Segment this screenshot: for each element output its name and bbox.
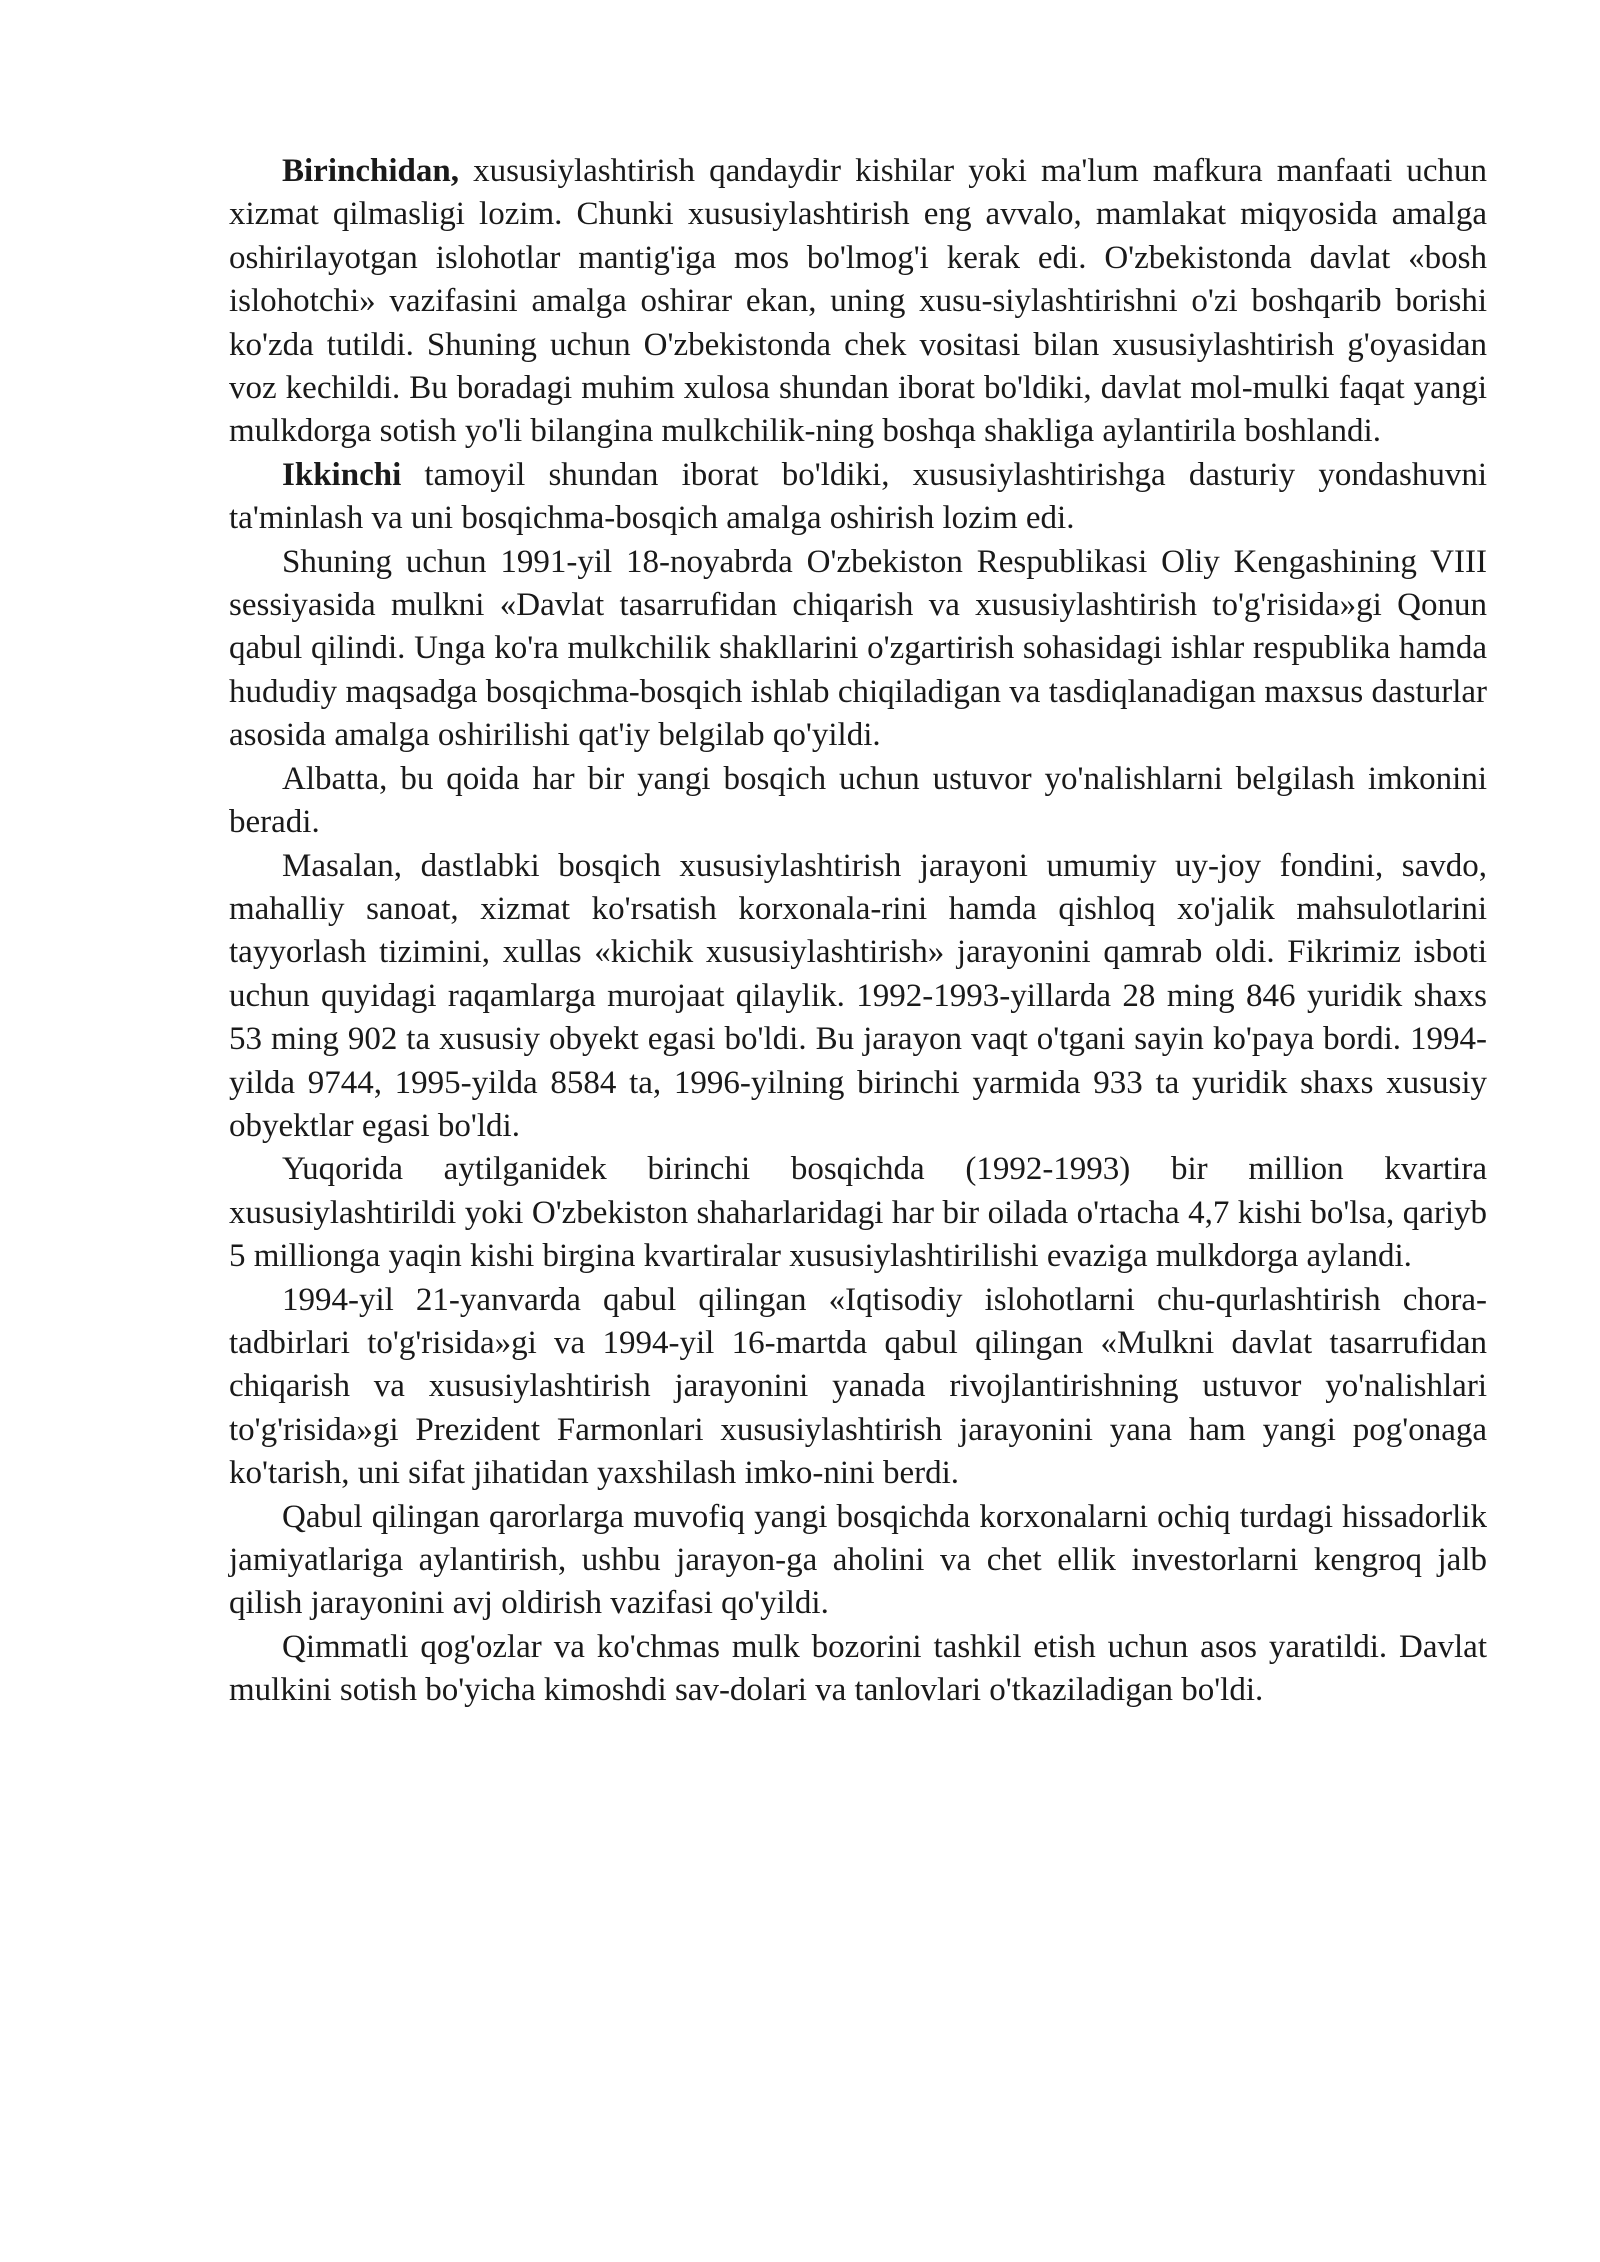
paragraph-principle-two bbox=[229, 454, 1487, 541]
paragraph-priority-directions: Albatta, bu qoida har bir yangi bosqich uchun ustuvor yo'nalishlarni belgilash imkonini beradi. bbox=[229, 760, 1487, 841]
paragraph-securities-market: Qimmatli qog'ozlar va ko'chmas mulk bozorini tashkil etish uchun asos yaratildi. Davlat mulkini sotish bo'yicha kimoshdi sav-dolari va tanlovlari o'tkaziladigan bo'ldi. bbox=[229, 1628, 1487, 1709]
paragraph-text: xususiylashtirish qandaydir kishilar yoki ma'lum mafkura manfaati uchun xizmat qilmasligi lozim. Chunki xususiylashtirish eng avvalo, mamlakat miqyosida amalga oshirilayotgan islohotlar mantig'iga mos bo'lmog'i kerak edi. O'zbekistonda davlat «bosh islohotchi» vazifasini amalga oshirar ekan, uning xusu-siylashtirishni o'zi boshqarib borishi ko'zda tutildi. Shuning uchun O'zbekistonda chek vositasi bilan xususiylashtirish g'oyasidan voz kechildi. Bu boradagi muhim xulosa shundan iborat bo'ldiki, davlat mol-mulki faqat yangi mulkdorga sotish yo'li bilangina mulkchilik-ning boshqa shakliga aylantirila boshlandi. bbox=[229, 153, 1487, 450]
paragraph-decrees-1994: 1994-yil 21-yanvarda qabul qilingan «Iqtisodiy islohotlarni chu-qurlashtirish chora-tadbirlari to'g'risida»gi va 1994-yil 16-martda qabul qilingan «Mulkni davlat tasarrufidan chiqarish va xususiylashtirish jarayonini yanada rivojlantirishning ustuvor yo'nalishlari to'g'risida»gi Prezident Farmonlari xususiylashtirish jarayonini yana ham yangi pog'onaga ko'tarish, uni sifat jihatidan yaxshilash imko-nini berdi. bbox=[229, 1281, 1487, 1492]
paragraph-lead-ikkinchi: Ikkinchi bbox=[282, 456, 402, 493]
paragraph-text: tamoyil shundan iborat bo'ldiki, xususiylashtirishga dasturiy yondashuvni ta'minlash va uni bosqichma-bosqich amalga oshirish lozim edi. bbox=[229, 456, 1487, 537]
paragraph-law-1991: Shuning uchun 1991-yil 18-noyabrda O'zbekiston Respublikasi Oliy Kengashining VIII sessiyasida mulkni «Davlat tasarrufidan chiqarish va xususiylashtirish to'g'risida»gi Qonun qabul qilindi. Unga ko'ra mulkchilik shakllarini o'zgartirish sohasidagi ishlar respublika hamda hududiy maqsadga bosqichma-bosqich ishlab chiqiladigan va tasdiqlanadigan maxsus dasturlar asosida amalga oshirilishi qat'iy belgilab qo'yildi. bbox=[229, 543, 1487, 754]
paragraph-joint-stock: Qabul qilingan qarorlarga muvofiq yangi bosqichda korxonalarni ochiq turdagi hissadorlik jamiyatlariga aylantirish, ushbu jarayon-ga aholini va chet ellik investorlarni kengroq jalb qilish jarayonini avj oldirish vazifasi qo'yildi. bbox=[229, 1498, 1487, 1622]
paragraph-principle-one bbox=[229, 150, 1487, 454]
paragraph-first-stage-figures: Masalan, dastlabki bosqich xususiylashtirish jarayoni umumiy uy-joy fondini, savdo, mahalliy sanoat, xizmat ko'rsatish korxonala-rini hamda qishloq xo'jalik mahsulotlarini tayyorlash tizimini, xullas «kichik xususiylashtirish» jarayonini qamrab oldi. Fikrimiz isboti uchun quyidagi raqamlarga murojaat qilaylik. 1992-1993-yillarda 28 ming 846 yuridik shaxs 53 ming 902 ta xususiy obyekt egasi bo'ldi. Bu jarayon vaqt o'tgani sayin ko'paya bordi. 1994-yilda 9744, 1995-yilda 8584 ta, 1996-yilning birinchi yarmida 933 ta yuridik shaxs xususiy obyektlar egasi bo'ldi. bbox=[229, 847, 1487, 1144]
document-page bbox=[229, 150, 1487, 1713]
paragraph-lead-birinchidan: Birinchidan, bbox=[282, 153, 459, 189]
paragraph-apartments: Yuqorida aytilganidek birinchi bosqichda (1992-1993) bir million kvartira xususiylashtirildi yoki O'zbekiston shaharlaridagi har bir oilada o'rtacha 4,7 kishi bo'lsa, qariyb 5 millionga yaqin kishi birgina kvartiralar xususiylashtirilishi evaziga mulkdorga aylandi. bbox=[229, 1151, 1487, 1275]
